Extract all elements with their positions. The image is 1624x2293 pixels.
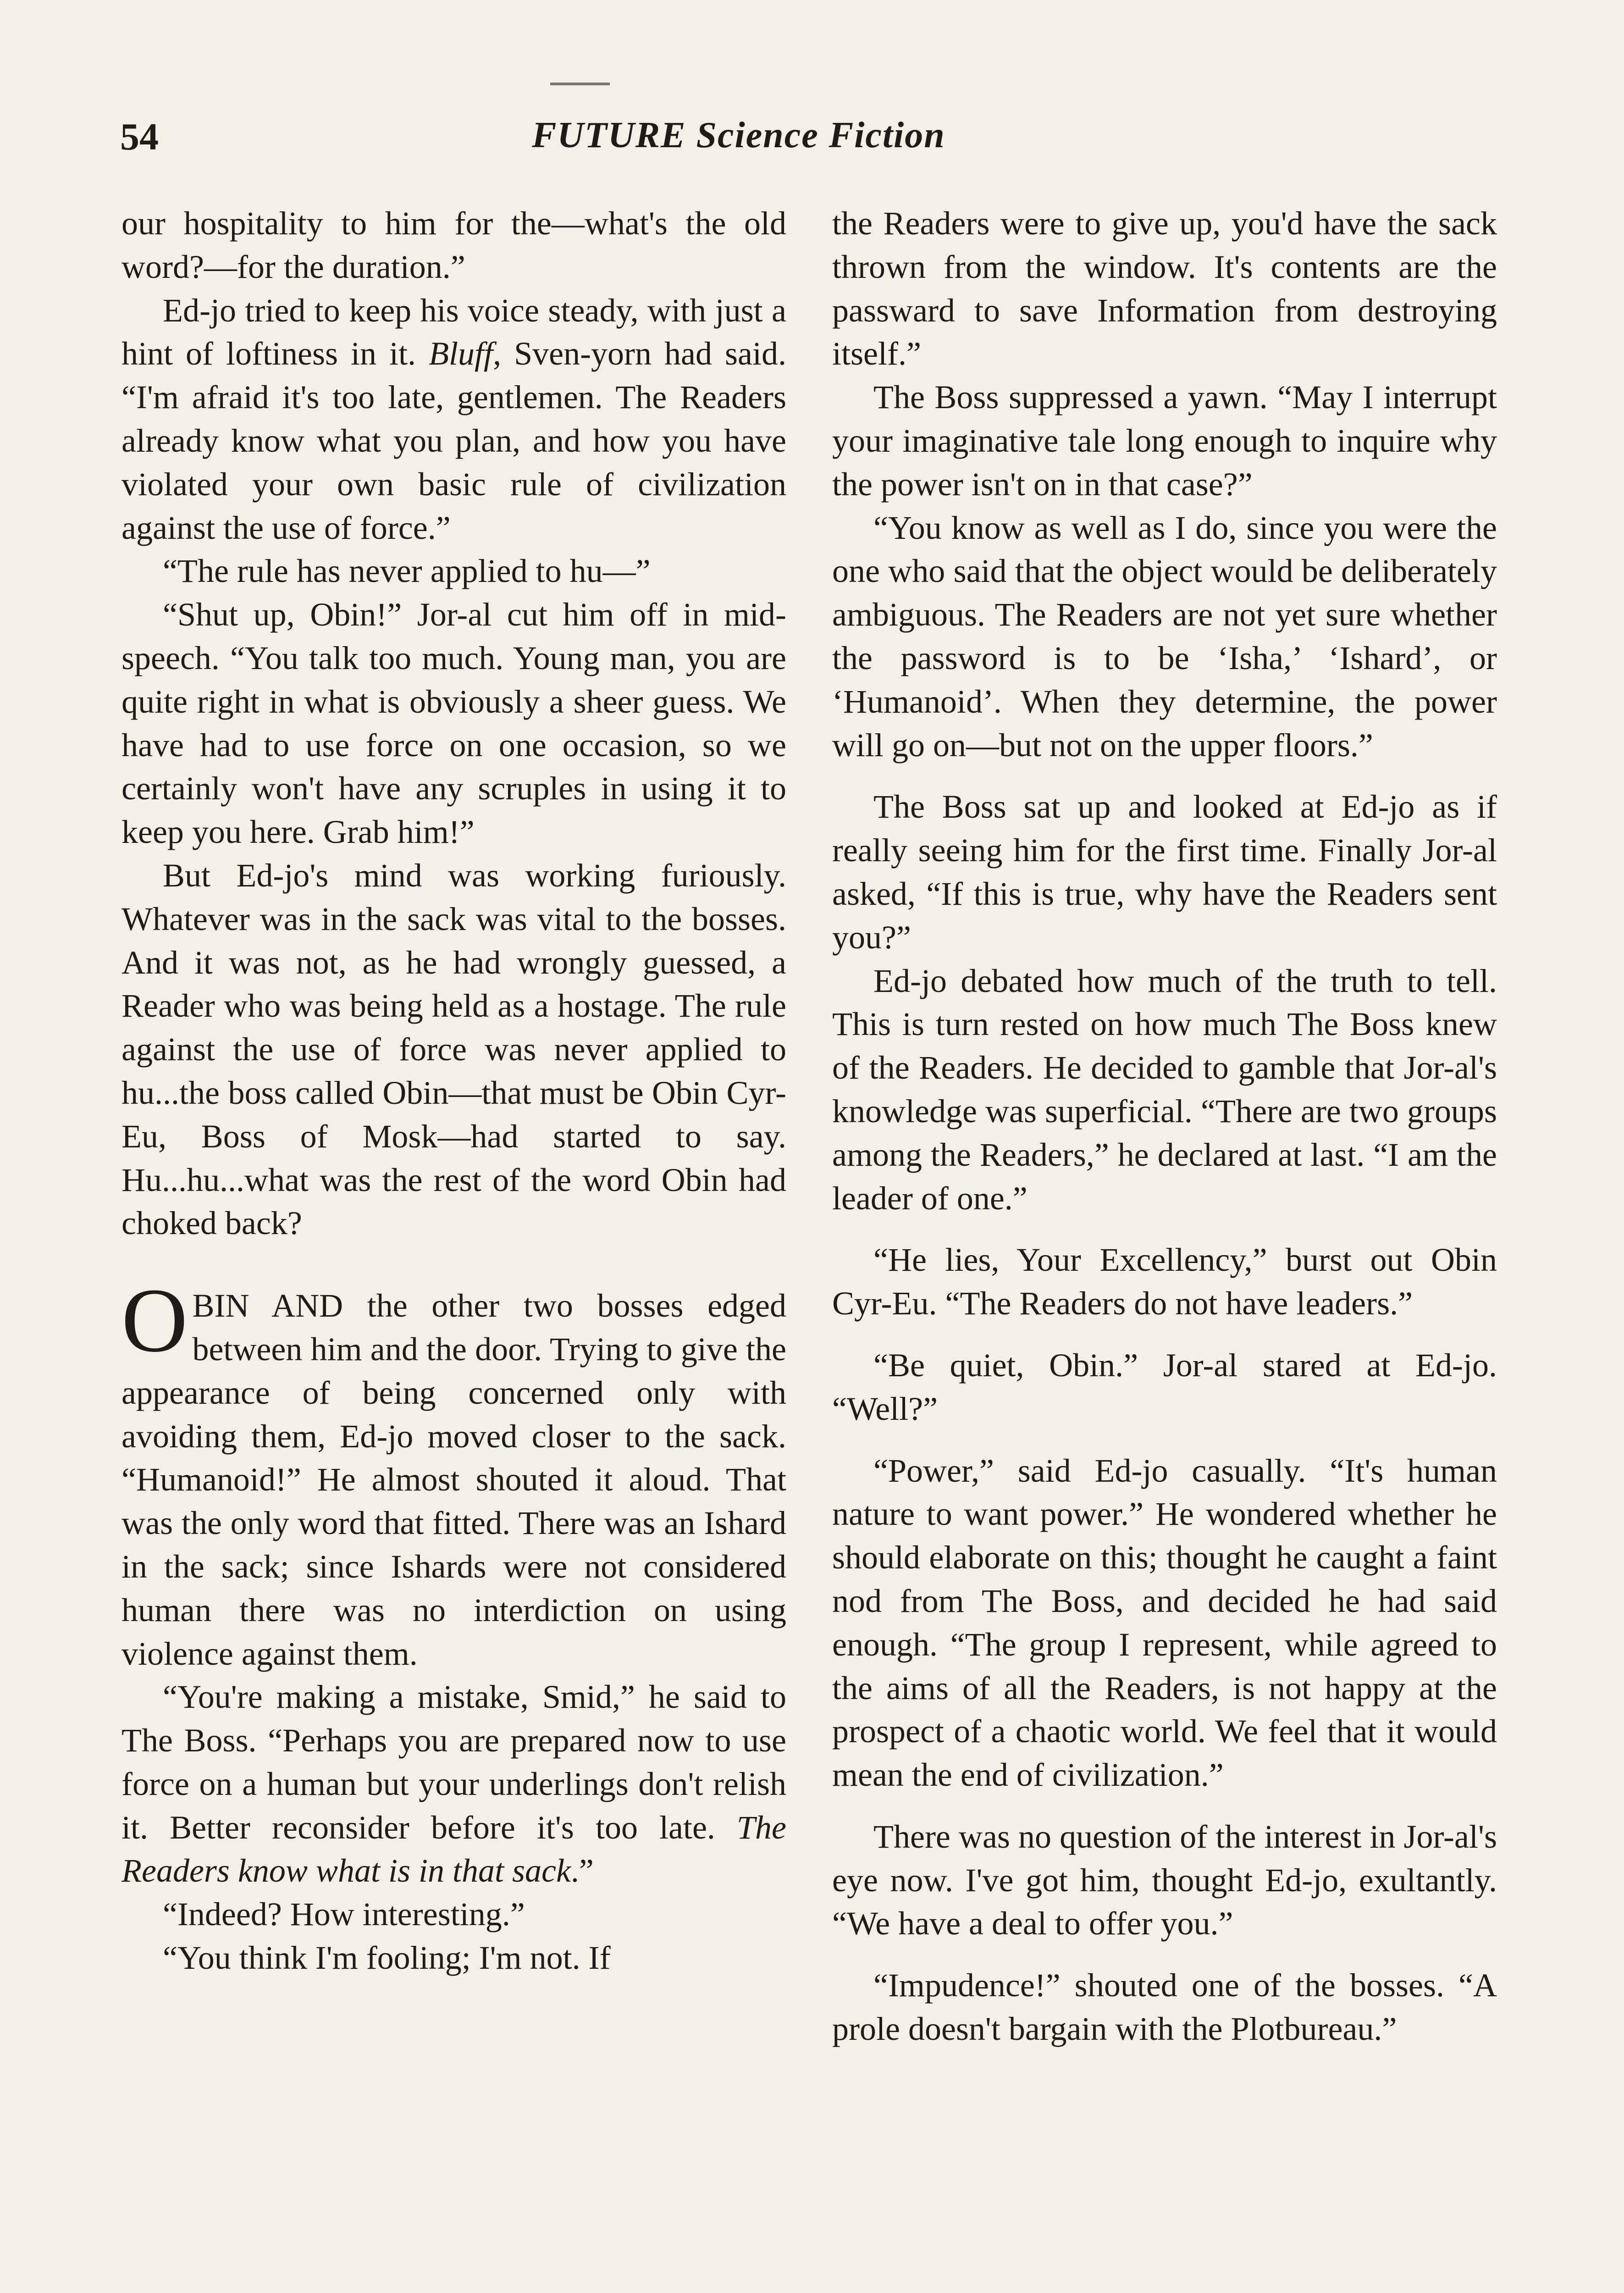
page-number: 54: [120, 116, 159, 158]
paragraph: “Shut up, Obin!” Jor-al cut him off in mid-speech. “You talk too much. Young man, you are quite right in what is obviously a sheer guess. We have had to use force on one occasion, so we certainly won't have any scruples in using it to keep you here. Grab him!”: [122, 596, 786, 851]
paragraph: “Indeed? How interesting.”: [163, 1896, 525, 1933]
paragraph: “You think I'm fooling; I'm not. If: [163, 1939, 611, 1977]
right-column: [832, 202, 1497, 2051]
paragraph: “You're making a mistake, Smid,” he said to The Boss. “Perhaps you are prepared now to use force on a human but your underlings don't relish it. Better reconsider before it's too late. The Readers know what is in that sack.”: [122, 1678, 786, 1889]
paragraph: “You know as well as I do, since you were the one who said that the object would be deliberately ambiguous. The Readers are not yet sure whether the password is to be ‘Isha,’ ‘Ishard’, or ‘Humanoid’. When they determine, the power will go on—but not on the upper floors.”: [832, 509, 1497, 764]
paragraph: The Boss suppressed a yawn. “May I interrupt your imaginative tale long enough to inquire why the power isn't on in that case?”: [832, 379, 1497, 503]
paragraph-with-drop-cap: OBIN AND the other two bosses edged between him and the door. Trying to give the appearance of being concerned only with avoiding them, Ed-jo moved closer to the sack. “Humanoid!” He almost shouted it aloud. That was the only word that fitted. There was an Ishard in the sack; since Ishards were not considered human there was no interdiction on using violence against them.: [122, 1270, 786, 1672]
paragraph: our hospitality to him for the—what's the old word?—for the duration.”: [122, 205, 786, 285]
italic-text: Bluff: [429, 335, 493, 372]
paragraph: “He lies, Your Excellency,” burst out Obin Cyr-Eu. “The Readers do not have leaders.”: [832, 1241, 1497, 1322]
italic-text: The Readers know what is in that sack: [122, 1809, 786, 1889]
left-column: [122, 202, 786, 1980]
paragraph: There was no question of the interest in Jor-al's eye now. I've got him, thought Ed-jo, exultantly. “We have a deal to offer you.”: [832, 1818, 1497, 1942]
paragraph: Ed-jo tried to keep his voice steady, with just a hint of loftiness in it. Bluff, Sven-yorn had said. “I'm afraid it's too late, gentlemen. The Readers already know what you plan, and how you have violated your own basic rule of civilization against the use of force.”: [122, 292, 786, 546]
paragraph: “Be quiet, Obin.” Jor-al stared at Ed-jo. “Well?”: [832, 1346, 1497, 1427]
paragraph: “Impudence!” shouted one of the bosses. “A prole doesn't bargain with the Plotbureau.”: [832, 1967, 1497, 2048]
paragraph: The Boss sat up and looked at Ed-jo as if really seeing him for the first time. Finally Jor-al asked, “If this is true, why have the Readers sent you?”: [832, 788, 1497, 956]
drop-cap: O: [122, 1270, 188, 1372]
top-rule: [550, 83, 610, 85]
paragraph: Ed-jo debated how much of the truth to tell. This is turn rested on how much The Boss knew of the Readers. He decided to gamble that Jor-al's knowledge was superficial. “There are two groups among the Readers,” he declared at last. “I am the leader of one.”: [832, 962, 1497, 1217]
paragraph: “The rule has never applied to hu—”: [163, 553, 651, 590]
paragraph: But Ed-jo's mind was working furiously. Whatever was in the sack was vital to the bosses. And it was not, as he had wrongly guessed, a Reader who was being held as a hostage. The rule against the use of force was never applied to hu...the boss called Obin—that must be Obin Cyr-Eu, Boss of Mosk—had started to say. Hu...hu...what was the rest of the word Obin had choked back?: [122, 857, 786, 1242]
paragraph: the Readers were to give up, you'd have the sack thrown from the window. It's contents are the passward to save Information from destroying itself.”: [832, 205, 1497, 372]
paragraph: “Power,” said Ed-jo casually. “It's human nature to want power.” He wondered whether he should elaborate on this; thought he caught a faint nod from The Boss, and decided he had said enough. “The group I represent, while agreed to the aims of all the Readers, is not happy at the prospect of a chaotic world. We feel that it would mean the end of civilization.”: [832, 1452, 1497, 1794]
running-head: FUTURE Science Fiction: [532, 115, 945, 155]
